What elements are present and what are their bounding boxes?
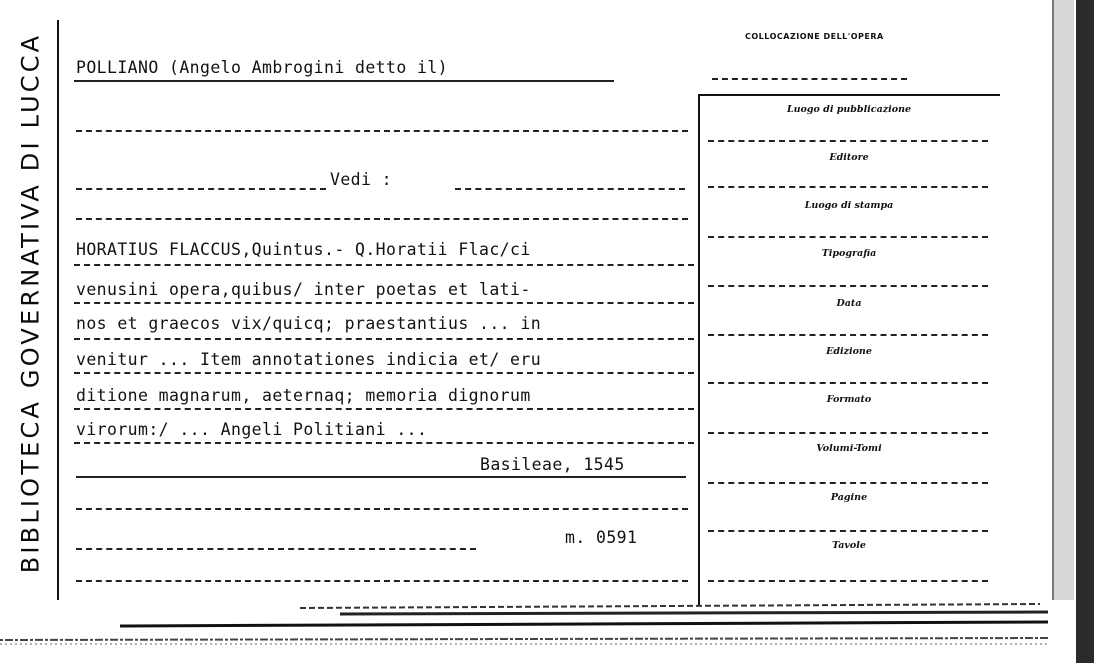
rule-imprint	[76, 476, 686, 478]
rule-see-left	[76, 188, 326, 190]
field-plates: Tavole	[832, 540, 866, 551]
rule-field-3	[708, 236, 988, 238]
description-line-1: HORATIUS FLACCUS,Quintus.- Q.Horatii Flac/ci	[76, 240, 531, 259]
description-line-5: ditione magnarum, aeternaq; memoria dignorum	[76, 386, 531, 405]
library-vertical-label	[2, 8, 58, 598]
left-margin-rule	[57, 20, 59, 600]
description-line-6: virorum:/ ... Angeli Politiani ...	[76, 420, 428, 439]
field-publisher: Editore	[829, 152, 869, 163]
field-edition: Edizione	[826, 346, 872, 357]
rule-line-6	[74, 442, 694, 444]
rule-blank-4	[76, 580, 688, 582]
rule-line-1	[74, 264, 694, 266]
field-format: Formato	[826, 394, 872, 405]
shelfmark: m. 0591	[565, 528, 638, 547]
see-also-label: Vedi :	[330, 170, 393, 189]
rule-field-7	[708, 432, 988, 434]
rule-blank-2	[76, 218, 688, 220]
rule-author-right	[712, 78, 907, 80]
rule-line-3	[74, 338, 694, 340]
rule-line-5	[74, 408, 694, 410]
description-line-2: venusini opera,quibus/ inter poetas et lati-	[76, 280, 531, 299]
rule-line-4	[74, 372, 694, 374]
field-place-of-publication: Luogo di pubblicazione	[786, 104, 912, 115]
rule-line-2	[74, 302, 694, 304]
rule-shelf-left	[76, 548, 476, 550]
description-line-4: venitur ... Item annotationes indicia et/ eru	[76, 350, 542, 369]
field-place-of-printing: Luogo di stampa	[804, 200, 894, 211]
field-pages: Pagine	[830, 492, 868, 503]
rule-field-2	[708, 186, 988, 188]
rule-field-6	[708, 382, 988, 384]
scan-bottom-smear	[0, 600, 1050, 663]
field-date: Data	[836, 298, 862, 309]
field-volumes: Volumi-Tomi	[816, 443, 882, 454]
author-heading: POLLIANO (Angelo Ambrogini detto il)	[76, 58, 449, 77]
field-printer: Tipografia	[821, 248, 877, 259]
rule-field-9	[708, 530, 988, 532]
rule-blank-1	[76, 130, 688, 132]
description-line-3: nos et graecos vix/quicq; praestantius ... in	[76, 314, 542, 333]
collocation-header: COLLOCAZIONE DELL'OPERA	[745, 32, 884, 41]
library-name: BIBLIOTECA GOVERNATIVA DI LUCCA	[16, 32, 45, 574]
rule-blank-3	[76, 508, 688, 510]
imprint: Basileae, 1545	[480, 455, 625, 474]
rule-field-5	[708, 334, 988, 336]
rule-author	[74, 80, 614, 82]
scan-edge-dark	[1076, 0, 1094, 663]
rule-field-1	[708, 140, 988, 142]
scan-right-edge	[1048, 0, 1098, 663]
rule-see-right	[455, 188, 685, 190]
rule-field-8	[708, 482, 988, 484]
rule-field-4	[708, 285, 988, 287]
rule-field-10	[708, 580, 988, 582]
scan-edge-light	[1052, 0, 1074, 600]
